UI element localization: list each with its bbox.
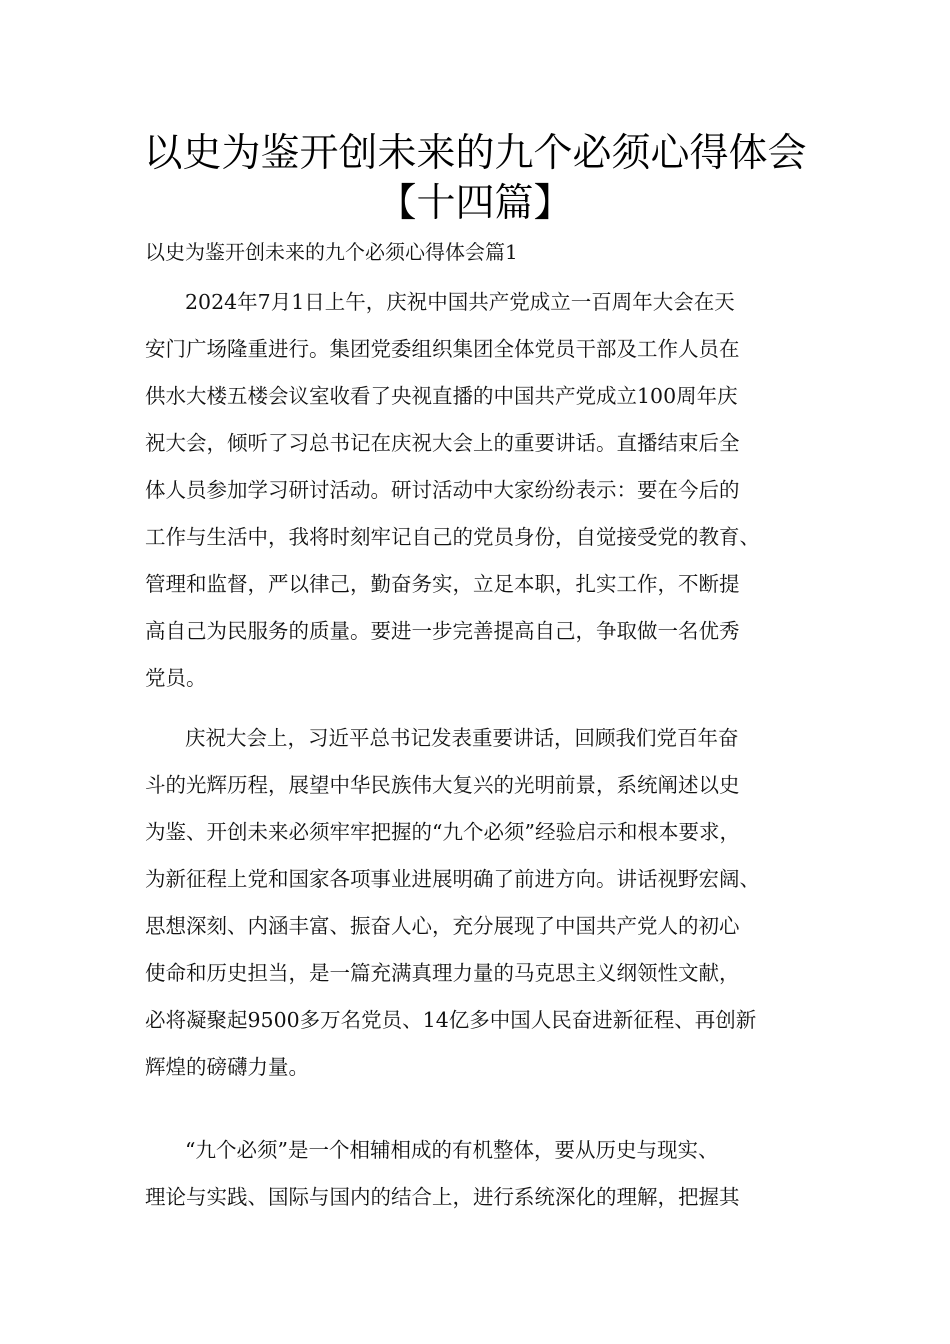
paragraph-line: 安门广场隆重进行。集团党委组织集团全体党员干部及工作人员在 xyxy=(145,337,740,361)
paragraph-line: 理论与实践、国际与国内的结合上，进行系统深化的理解，把握其 xyxy=(145,1185,740,1209)
paragraph-line: 体人员参加学习研讨活动。研讨活动中大家纷纷表示：要在今后的 xyxy=(145,478,740,502)
paragraph-line: 庆祝大会上，习近平总书记发表重要讲话，回顾我们党百年奋 xyxy=(185,726,739,750)
paragraph-line: 思想深刻、内涵丰富、振奋人心，充分展现了中国共产党人的初心 xyxy=(145,914,740,938)
section-heading: 以史为鉴开创未来的九个必须心得体会篇1 xyxy=(145,240,518,264)
document-title-line-1: 以史为鉴开创未来的九个必须心得体会 xyxy=(143,131,807,176)
paragraph-line: 辉煌的磅礴力量。 xyxy=(145,1055,309,1079)
paragraph-line: 高自己为民服务的质量。要进一步完善提高自己，争取做一名优秀 xyxy=(145,619,740,643)
paragraph-line: 必将凝聚起9500多万名党员、14亿多中国人民奋进新征程、再创新 xyxy=(145,1008,757,1032)
paragraph-line: 为鉴、开创未来必须牢牢把握的“九个必须”经验启示和根本要求， xyxy=(145,820,740,844)
paragraph-line: 使命和历史担当，是一篇充满真理力量的马克思主义纲领性文献， xyxy=(145,961,740,985)
paragraph-line: 管理和监督，严以律己，勤奋务实，立足本职，扎实工作，不断提 xyxy=(145,572,740,596)
paragraph-line: 斗的光辉历程，展望中华民族伟大复兴的光明前景，系统阐述以史 xyxy=(145,773,740,797)
paragraph-line: 祝大会，倾听了习总书记在庆祝大会上的重要讲话。直播结束后全 xyxy=(145,431,740,455)
paragraph-line: 工作与生活中，我将时刻牢记自己的党员身份，自觉接受党的教育、 xyxy=(145,525,760,549)
document-title-line-2: 【十四篇】 xyxy=(377,181,573,226)
paragraph-line: 党员。 xyxy=(145,666,207,690)
paragraph-line: 供水大楼五楼会议室收看了央视直播的中国共产党成立100周年庆 xyxy=(145,384,738,408)
paragraph-line: 2024年7月1日上午，庆祝中国共产党成立一百周年大会在天 xyxy=(185,290,735,314)
paragraph-line: 为新征程上党和国家各项事业进展明确了前进方向。讲话视野宏阔、 xyxy=(145,867,760,891)
paragraph-line: “九个必须”是一个相辅相成的有机整体，要从历史与现实、 xyxy=(185,1138,719,1162)
